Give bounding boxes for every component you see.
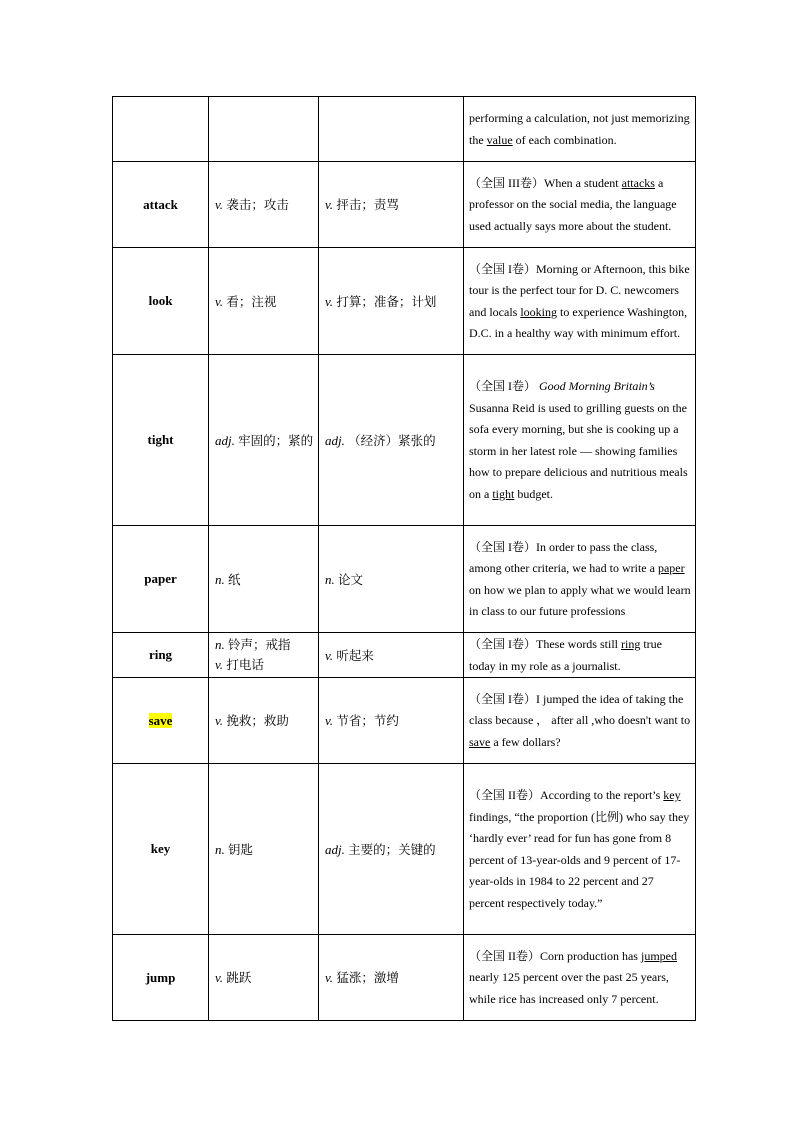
- key-word: value: [486, 132, 513, 147]
- key-word: jumped: [640, 948, 677, 963]
- highlighted-word: save: [148, 712, 173, 728]
- example-cell: （全国 II卷）Corn production has jumped nearly 125 percent over the past 25 years, while rice has increased only 7 percent.: [464, 935, 696, 1021]
- example-cell: （全国 I卷）I jumped the idea of taking the class because ， after all ,who doesn't want to save a few dollars?: [464, 678, 696, 764]
- word-cell: key: [113, 764, 209, 935]
- table-row: [113, 162, 696, 248]
- table-row: [113, 678, 696, 764]
- meaning-extended-cell: v. 听起来: [319, 633, 464, 678]
- meaning-extended-cell: v. 猛涨；激增: [319, 935, 464, 1021]
- table-row: [113, 633, 696, 678]
- key-word: save: [469, 734, 491, 749]
- word-cell: tight: [113, 355, 209, 526]
- meaning-extended-cell: v. 抨击；责骂: [319, 162, 464, 248]
- word-cell: [113, 97, 209, 162]
- meaning-basic-cell: v. 跳跃: [209, 935, 319, 1021]
- meaning-basic-cell: n. 铃声；戒指 v. 打电话: [209, 633, 319, 678]
- key-word: tight: [492, 486, 515, 501]
- key-word: ring: [621, 637, 641, 651]
- example-cell: （全国 I卷）Morning or Afternoon, this bike tour is the perfect tour for D. C. newcomers and locals looking to experience Washington, D.C. in a healthy way with minimum effort.: [464, 248, 696, 355]
- meaning-basic-cell: v. 看；注视: [209, 248, 319, 355]
- meaning-basic-cell: n. 纸: [209, 526, 319, 633]
- table-row: [113, 526, 696, 633]
- word-cell: ring: [113, 633, 209, 678]
- meaning-extended-cell: [319, 97, 464, 162]
- table-row: [113, 935, 696, 1021]
- table-row: [113, 248, 696, 355]
- table-row: [113, 764, 696, 935]
- word-cell: [113, 678, 209, 764]
- meaning-extended-cell: n. 论文: [319, 526, 464, 633]
- word-cell: attack: [113, 162, 209, 248]
- meaning-basic-cell: adj. 牢固的；紧的: [209, 355, 319, 526]
- vocabulary-table: [112, 96, 696, 1021]
- word-cell: jump: [113, 935, 209, 1021]
- meaning-extended-cell: v. 节省；节约: [319, 678, 464, 764]
- word-cell: paper: [113, 526, 209, 633]
- meaning-basic-cell: n. 钥匙: [209, 764, 319, 935]
- key-word: paper: [657, 561, 685, 575]
- word-cell: look: [113, 248, 209, 355]
- example-cell: （全国 I卷）In order to pass the class, among other criteria, we had to write a paper on how we plan to apply what we would learn in class to our future professions: [464, 526, 696, 633]
- meaning-basic-cell: v. 挽救；救助: [209, 678, 319, 764]
- meaning-extended-cell: adj. （经济）紧张的: [319, 355, 464, 526]
- meaning-basic-cell: [209, 97, 319, 162]
- table-row: [113, 97, 696, 162]
- example-cell: performing a calculation, not just memorizing the value of each combination.: [464, 97, 696, 162]
- key-word: looking: [520, 304, 557, 319]
- example-cell: （全国 III卷）When a student attacks a professor on the social media, the language used actually says more about the student.: [464, 162, 696, 248]
- example-cell: （全国 I卷）These words still ring true today in my role as a journalist.: [464, 633, 696, 678]
- key-word: attacks: [621, 175, 655, 190]
- meaning-extended-cell: adj. 主要的；关键的: [319, 764, 464, 935]
- meaning-basic-cell: v. 袭击；攻击: [209, 162, 319, 248]
- meaning-extended-cell: v. 打算；准备；计划: [319, 248, 464, 355]
- example-cell: （全国 II卷）According to the report’s key findings, “the proportion (比例) who say they ‘hardly ever’ read for fun has gone from 8 percent of 13-year-olds and 9 percent of 17-year-olds in 1984 to 22 percent and 27 percent respectively today.”: [464, 764, 696, 935]
- key-word: key: [663, 788, 681, 802]
- example-cell: （全国 I卷） Good Morning Britain’s Susanna Reid is used to grilling guests on the sofa every morning, but she is cooking up a storm in her latest role — showing families how to prepare delicious and nutritious meals on a tight budget.: [464, 355, 696, 526]
- table-row: [113, 355, 696, 526]
